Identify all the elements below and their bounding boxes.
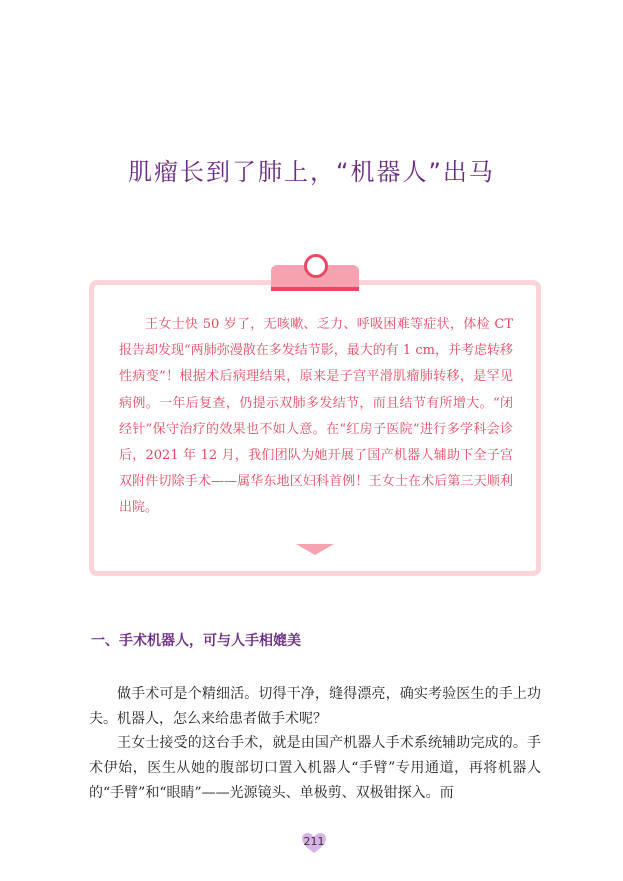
circle-icon: [304, 254, 328, 278]
triangle-down-icon: [296, 544, 334, 555]
section-heading: 一、手术机器人，可与人手相媲美: [91, 633, 301, 649]
body-paragraph-2: 王女士接受的这台手术，就是由国产机器人手术系统辅助完成的。手术伊始，医生从她的腹部切口置入机器人“手臂”专用通道，再将机器人的“手臂”和“眼睛”——光源镜头、单极剪、双极钳探入。而: [89, 735, 541, 801]
case-box-tab-line: [271, 287, 359, 291]
page-number-text: 211: [303, 835, 325, 848]
body-paragraph-1: 做手术可是个精细活。切得干净，缝得漂亮，确实考验医生的手上功夫。机器人，怎么来给患者做手术呢？: [89, 686, 541, 727]
page-number: [301, 832, 327, 854]
body-text: [89, 682, 541, 806]
chapter-title: 肌瘤长到了肺上，“机器人”出马: [128, 158, 495, 186]
case-box-text: 王女士快 50 岁了，无咳嗽、乏力、呼吸困难等症状，体检 CT 报告却发现“两肺弥漫散在多发结节影，最大的有 1 cm，并考虑转移性病变”！根据术后病理结果，原来是子宫平滑肌瘤肺转移，是罕见病例。一年后复查，仍提示双肺多发结节，而且结节有所增大。“闭经针”保守治疗的效果也不如人意。在“红房子医院”进行多学科会诊后，2021 年 12 月，我们团队为她开展了国产机器人辅助下全子宫双附件切除手术——属华东地区妇科首例！王女士在术后第三天顺利出院。: [119, 317, 513, 516]
